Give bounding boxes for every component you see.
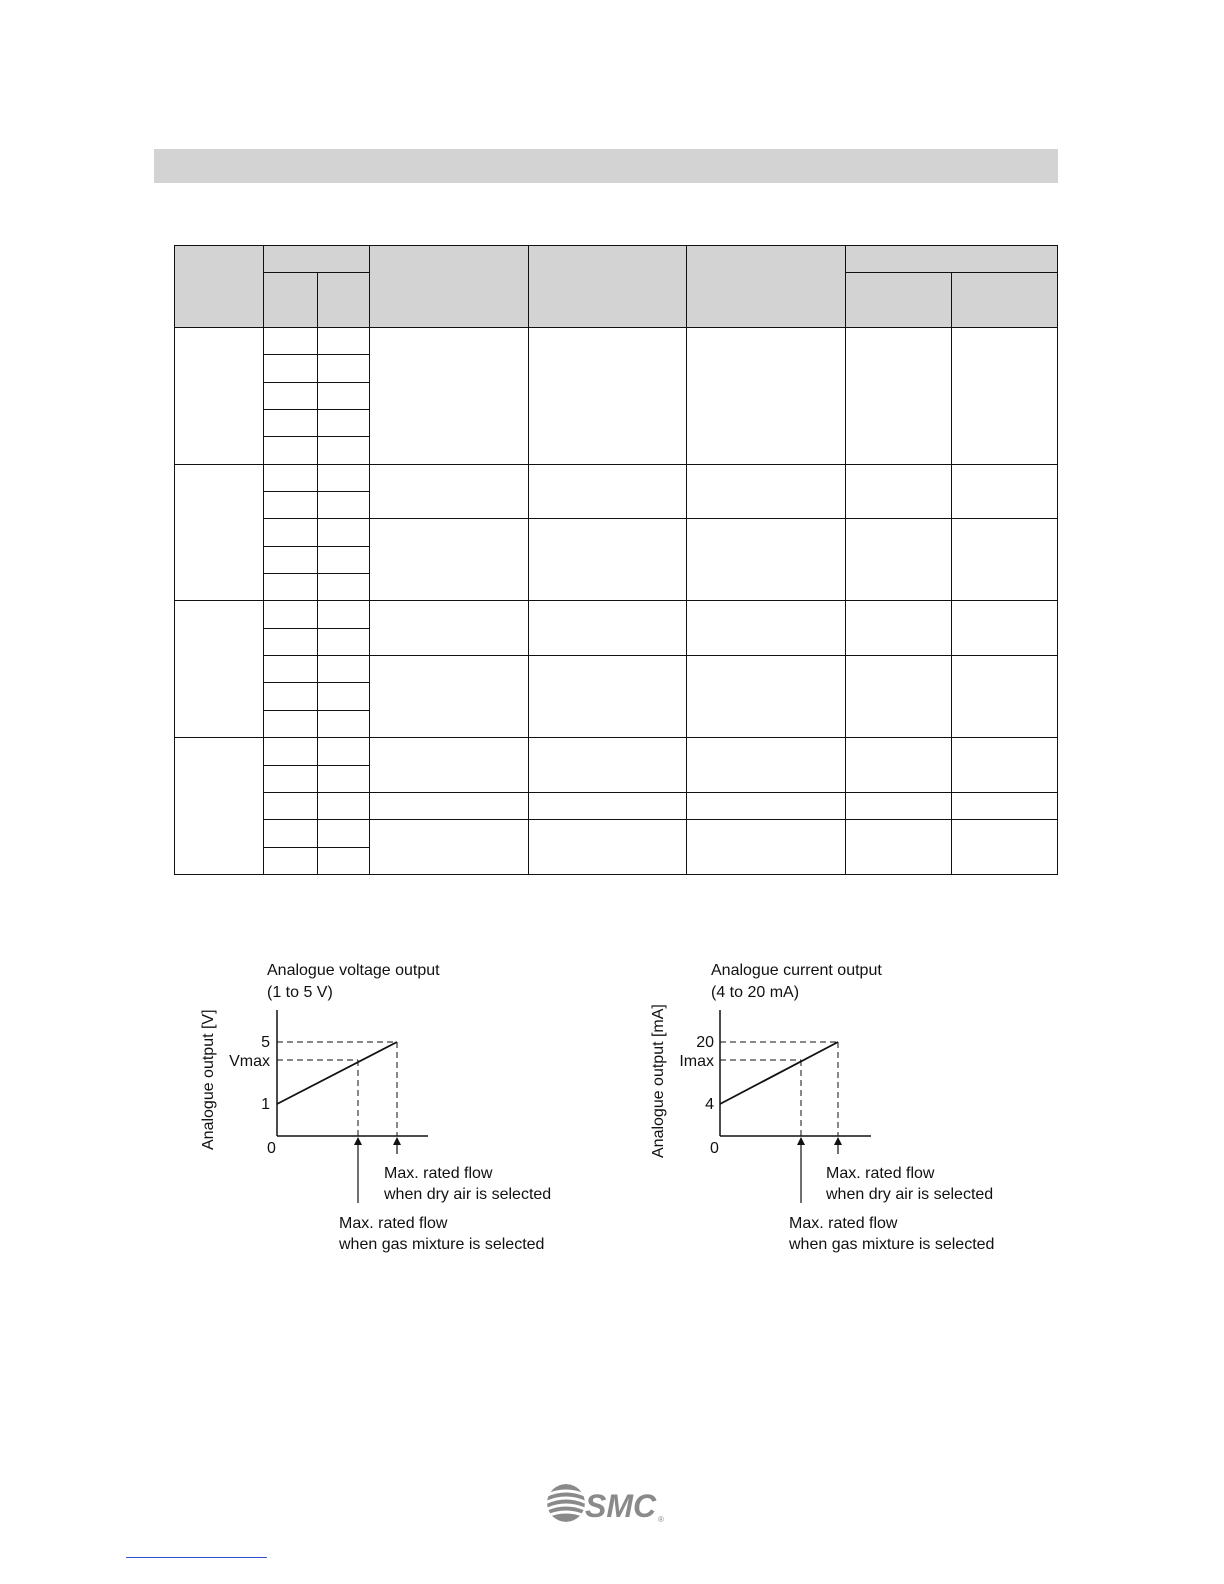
table-cell [264,628,318,655]
table-cell [318,437,370,464]
table-cell [687,738,846,793]
y-axis-label: Analogue output [V] [200,1009,217,1150]
table-cell [264,437,318,464]
table-cell [318,492,370,519]
table-cell [952,328,1058,465]
header-cell [687,246,846,328]
table-cell [264,410,318,437]
section-title-bar [154,149,1058,183]
table-cell [529,328,687,465]
table-cell [529,601,687,656]
table-cell [370,792,529,819]
graph-title-line2: (4 to 20 mA) [711,984,800,1001]
table-row [175,601,1058,628]
graph-title-line2: (1 to 5 V) [267,984,333,1001]
table-row [175,820,1058,847]
table-cell [370,738,529,793]
table-cell [952,792,1058,819]
origin-label: 0 [710,1140,719,1157]
table-cell [318,601,370,628]
table-cell [529,656,687,738]
table-cell [318,738,370,765]
page-link-underline[interactable] [126,1557,267,1558]
table-cell [318,847,370,874]
table-cell [529,464,687,519]
y-tick-setting: Imax [679,1053,714,1070]
table-cell [264,519,318,546]
table-cell [687,820,846,875]
table-cell [318,546,370,573]
graph-title-line1: Analogue voltage output [267,962,440,979]
header-cell [264,246,370,273]
table-cell [318,464,370,491]
table-cell [952,519,1058,601]
header-cell [175,246,264,328]
table-cell [370,328,529,465]
smc-logo [545,1482,670,1526]
table-cell [370,820,529,875]
graph-title-line1: Analogue current output [711,962,882,979]
smc-logo-text: SMC [585,1488,657,1524]
table-cell [175,328,264,465]
header-cell [264,273,318,328]
table-row [175,792,1058,819]
table-cell [952,656,1058,738]
table-cell [687,656,846,738]
table-cell [952,738,1058,793]
table-row [175,328,1058,355]
table-cell [264,574,318,601]
y-tick-min: 4 [705,1096,714,1113]
table-row [175,519,1058,546]
table-row [175,656,1058,683]
table-cell [846,820,952,875]
table-cell [687,519,846,601]
table-cell [175,738,264,875]
y-axis-label: Analogue output [mA] [650,1004,667,1158]
table-cell [318,656,370,683]
y-tick-max: 5 [261,1034,270,1051]
table-cell [318,519,370,546]
table-cell [952,601,1058,656]
table-cell [370,519,529,601]
table-cell [264,328,318,355]
table-cell [264,492,318,519]
annotation-gas-line2: when gas mixture is selected [789,1236,995,1253]
table-row [175,464,1058,491]
table-cell [318,355,370,382]
table-cell [264,847,318,874]
output-line [277,1042,397,1104]
table-cell [264,546,318,573]
table-cell [529,519,687,601]
header-cell [370,246,529,328]
table-cell [370,656,529,738]
y-tick-max: 20 [696,1034,714,1051]
annotation-gas-line1: Max. rated flow [789,1215,898,1232]
table-cell [846,792,952,819]
table-cell [370,464,529,519]
current-output-graph [633,950,1033,1260]
table-cell [529,792,687,819]
table-cell [846,601,952,656]
table-cell [846,464,952,519]
table-cell [318,683,370,710]
table-cell [175,464,264,601]
annotation-dry-line1: Max. rated flow [384,1165,493,1182]
table-cell [687,792,846,819]
table-header-row [175,246,1058,273]
table-cell [687,328,846,465]
annotation-gas-line1: Max. rated flow [339,1215,448,1232]
y-tick-setting: Vmax [229,1053,270,1070]
table-cell [846,738,952,793]
output-line [720,1042,838,1104]
table-cell [529,738,687,793]
table-row [175,738,1058,765]
arrow-dry-head [393,1137,401,1145]
table-cell [264,710,318,737]
annotation-dry-line1: Max. rated flow [826,1165,935,1182]
registered-mark: ® [658,1515,664,1524]
table-cell [687,601,846,656]
table-cell [318,710,370,737]
header-cell [846,246,1058,273]
table-cell [264,792,318,819]
annotation-gas-line2: when gas mixture is selected [339,1236,545,1253]
table-cell [264,765,318,792]
table-cell [264,355,318,382]
table-cell [264,601,318,628]
specification-table [174,245,1058,875]
table-cell [264,820,318,847]
y-tick-min: 1 [261,1096,270,1113]
table-cell [952,464,1058,519]
arrow-gas-head [797,1137,805,1145]
table-cell [264,738,318,765]
table-cell [529,820,687,875]
arrow-gas-head [354,1137,362,1145]
table-cell [264,382,318,409]
header-cell [318,273,370,328]
table-cell [952,820,1058,875]
table-cell [318,820,370,847]
annotation-dry-line2: when dry air is selected [384,1186,552,1203]
table-cell [318,574,370,601]
arrow-dry-head [834,1137,842,1145]
table-cell [175,601,264,738]
annotation-dry-line2: when dry air is selected [826,1186,994,1203]
origin-label: 0 [267,1140,276,1157]
table-cell [318,628,370,655]
table-cell [318,410,370,437]
table-cell [264,464,318,491]
table-cell [264,656,318,683]
table-cell [846,519,952,601]
header-cell [529,246,687,328]
table-cell [318,328,370,355]
table-cell [687,464,846,519]
table-cell [264,683,318,710]
voltage-output-graph [190,950,590,1260]
header-cell [952,273,1058,328]
table-cell [846,328,952,465]
header-cell [846,273,952,328]
table-cell [318,792,370,819]
table-cell [846,656,952,738]
smc-logo-mark-icon [545,1484,587,1522]
table-cell [318,765,370,792]
table-cell [318,382,370,409]
table-cell [370,601,529,656]
